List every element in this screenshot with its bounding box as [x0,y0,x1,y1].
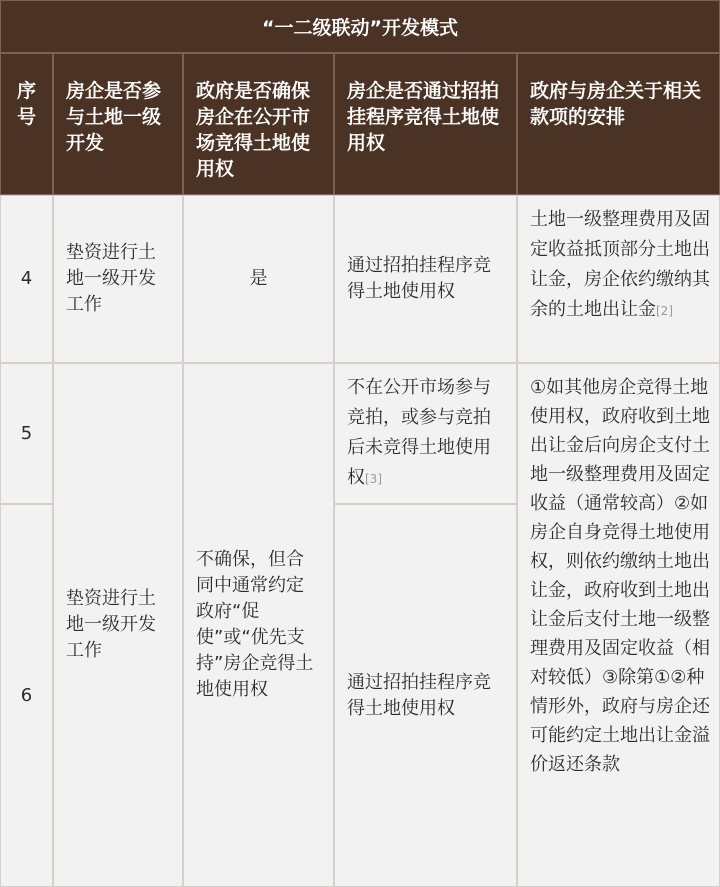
header-acquire [334,53,517,195]
row4-guarantee-label: 是 [249,268,268,289]
row56-arrangement [517,363,720,887]
header-guarantee [183,53,334,195]
row6-no-label: 6 [20,684,33,706]
footnote-ref-3: [3] [365,472,382,486]
row5-no-label: 5 [20,422,33,444]
header-arrangement-label: 政府与房企关于相关款项的安排 [530,80,702,128]
row56-arrangement-label: ①如其他房企竞得土地使用权，政府收到土地出让金后向房企支付土地一级整理费用及固定收益（通常较高）②如房企自身竞得土地使用权，则依约缴纳土地出让金，政府收到土地出让金后支付土地一级整理费用及固定收益（相对较低）③除第①②种情形外，政府与房企还可能约定土地出让金溢价返还条款 [530,377,710,775]
row4-arrangement [517,195,720,363]
row4-no-label: 4 [20,268,33,289]
row56-guarantee [183,363,334,887]
row4-participate [53,195,183,363]
row5-acquire [334,363,517,504]
header-participate [53,53,183,195]
footnote-ref-2: [2] [656,304,673,318]
header-acquire-label: 房企是否通过招拍挂程序竞得土地使用权 [347,80,500,154]
header-no [0,53,53,195]
row4-no [0,195,53,363]
row4-arrangement-label: 土地一级整理费用及固定收益抵顶部分土地出让金，房企依约缴纳其余的土地出让金 [530,209,710,320]
table-title: “一二级联动”开发模式 [0,0,720,53]
row56-guarantee-label: 不确保，但合同中通常约定政府“促使”或“优先支持”房企竞得土地使用权 [196,549,314,700]
header-participate-label: 房企是否参与土地一级开发 [66,80,162,154]
row5-no [0,363,53,504]
header-no-label: 序号 [16,80,36,128]
row5-acquire-label: 不在公开市场参与竞拍，或参与竞拍后未竞得土地使用权 [347,377,491,488]
row56-participate-label: 垫资进行土地一级开发工作 [66,588,156,661]
row4-participate-label: 垫资进行土地一级开发工作 [66,242,156,315]
header-guarantee-label: 政府是否确保房企在公开市场竞得土地使用权 [196,80,311,180]
row4-acquire-label: 通过招拍挂程序竞得土地使用权 [347,255,491,302]
row6-acquire [334,504,517,887]
row4-acquire [334,195,517,363]
row4-guarantee [183,195,334,363]
header-arrangement [517,53,720,195]
row5-acquire-text [347,373,507,494]
row56-participate [53,363,183,887]
row6-acquire-label: 通过招拍挂程序竞得土地使用权 [347,671,491,719]
row4-arrangement-text [530,205,710,326]
row6-no [0,504,53,887]
